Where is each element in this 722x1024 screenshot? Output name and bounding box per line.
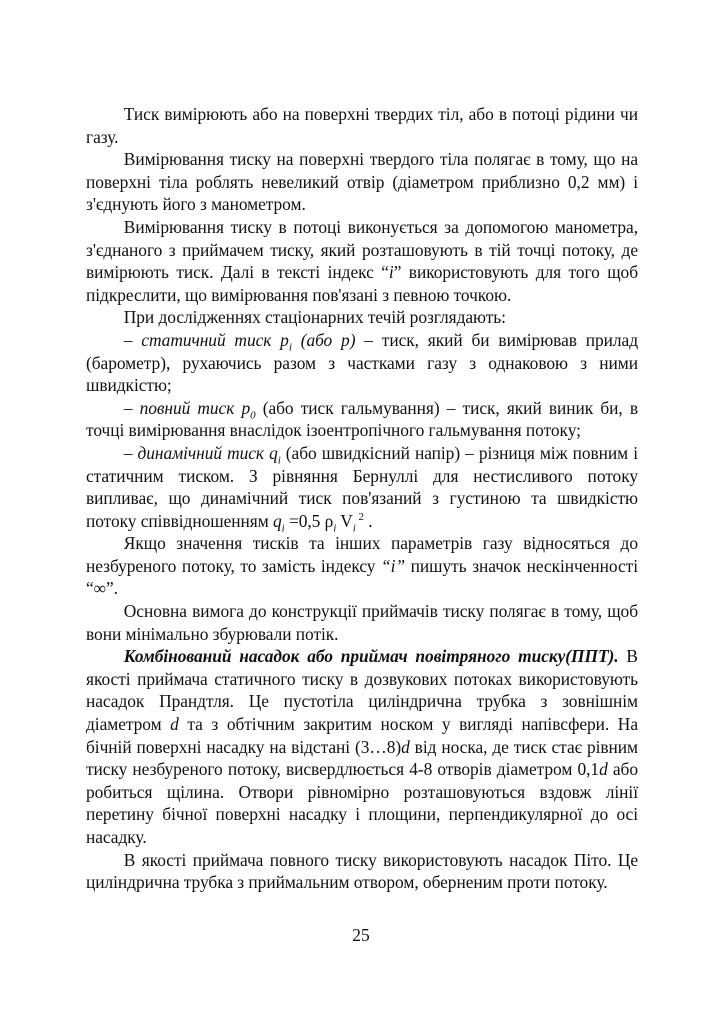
text-span: або робиться щілина. Отвори рівномірно розташовуються вздовж лінії перетину бічної поверхні насадку і площини, перпендикулярної до осі насадку. [86, 759, 638, 847]
text-span: Вимірювання тиску в потоці виконується за допомогою манометра, з'єднаного з приймачем тиску, який розташовують в тій точці потоку, де вимірюють тиск. Далі в тексті індекс “ [86, 216, 638, 283]
paragraph-pitot-tube: В якості приймача повного тиску використовують насадок Піто. Це циліндрична трубка з приймальним отвором, оберненим проти потоку. [86, 849, 638, 893]
subscript: i [333, 522, 337, 535]
term-text: динамічний тиск q [137, 442, 278, 463]
subscript: i [352, 522, 356, 535]
paragraph-main-requirement: Основна вимога до конструкції приймачів тиску полягає в тому, щоб вони мінімально збурювали потік. [86, 601, 638, 644]
text-span: від носка, де тиск стає рівним тиску незбуреного потоку, висвердлюється 4-8 отворів діаметром 0,1 [86, 736, 638, 780]
definition-text: – тиск, який би вимірював прилад (барометр), рухаючись разом з частками газу з однаковою з ними швидкістю; [86, 329, 639, 396]
subscript: i [288, 341, 292, 354]
symbol-d: d [599, 759, 608, 780]
formula-text: =0,5 ρ [284, 510, 334, 531]
section-heading: Комбінований насадок або приймач повітряного тиску(ППТ). [123, 646, 619, 667]
symbol-d: d [170, 714, 179, 735]
term-dynamic-pressure [137, 442, 281, 467]
dash: – [123, 397, 140, 418]
paragraph-flow-measurement [86, 216, 638, 306]
paragraph-intro: Тиск вимірюють або на поверхні твердих тіл, або в потоці рідини чи газу. [86, 104, 638, 147]
paragraph-surface-measurement: Вимірювання тиску на поверхні твердого тіла полягає в тому, що на поверхні тіла роблять невеликий отвір (діаметром приблизно 0,2 мм) і з'єднують його з манометром. [86, 149, 638, 215]
superscript: 2 [355, 510, 364, 523]
subscript: i [277, 454, 281, 467]
index-i-quoted: “i” [381, 555, 406, 576]
page-body [86, 103, 638, 894]
term-text: статичний тиск p [141, 329, 289, 350]
text-span: В якості приймача статичного тиску в дозвукових потоках використовують насадок Прандтля. Це пустотіла циліндрична трубка з зовнішнім діаметром [86, 646, 638, 735]
term-static-pressure [141, 329, 356, 354]
paragraph-stationary-flows: При дослідженнях стаціонарних течій розглядають: [123, 307, 506, 328]
dash: – [123, 442, 138, 463]
text-span: пишуть значок нескінченності “∞”. [86, 555, 638, 599]
definition-text: (або тиск гальмування) – тиск, який виник би, в точці вимірювання внаслідок ізоентропічного гальмування потоку; [86, 397, 638, 441]
definition-static-pressure [86, 329, 638, 397]
text-span: та з обтічним закритим носком у вигляді напівсфери. На бічній поверхні насадку на відстані (3…8) [86, 714, 638, 757]
definition-text: (або швидкісний напір) – різниця між повним і статичним тиском. З рівняння Бернуллі для нестисливого потоку випливає, що динамічний тиск пов'язаний з густиною та швидкістю потоку співвідношенням [86, 442, 638, 531]
symbol-d: d [401, 736, 410, 757]
term-text: повний тиск p [139, 397, 251, 418]
text-span: Якщо значення тисків та інших параметрів газу відносяться до незбуреного потоку, то замість індексу [86, 533, 638, 576]
paragraph-combined-probe [86, 645, 638, 848]
definition-dynamic-pressure [86, 442, 638, 535]
formula-text: V [336, 510, 353, 531]
text-span: ” використовують для того щоб підкреслити, що вимірювання пов'язані з певною точкою. [86, 262, 638, 305]
index-i: i [388, 262, 394, 283]
term-text: (або p) [291, 329, 356, 350]
formula-text: . [363, 510, 373, 531]
formula-q: q [272, 510, 282, 531]
subscript: i [281, 522, 285, 535]
term-total-pressure [139, 397, 256, 422]
paragraph-undisturbed-flow [86, 532, 638, 600]
page-number: 25 [352, 925, 370, 945]
dash: – [123, 329, 142, 350]
subscript: 0 [250, 409, 256, 422]
definition-total-pressure [86, 397, 638, 442]
